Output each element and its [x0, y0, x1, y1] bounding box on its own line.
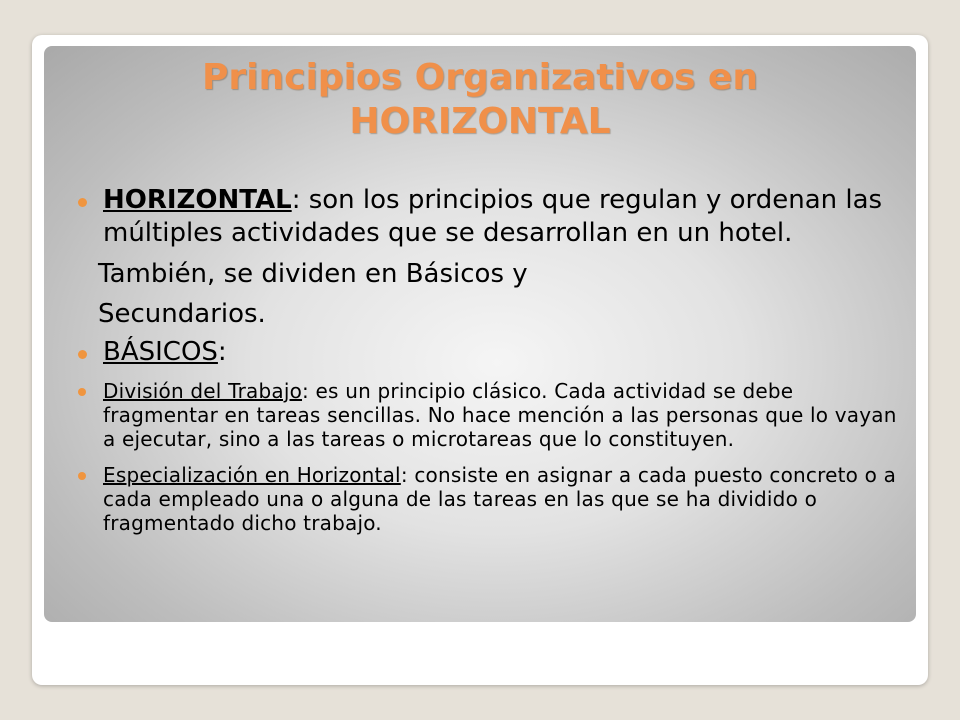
term-division-trabajo: División del Trabajo: [103, 379, 303, 403]
title-line-2: HORIZONTAL: [349, 101, 611, 142]
sub-bullet-division-trabajo: [78, 379, 908, 451]
term-especializacion: Especialización en Horizontal: [103, 463, 401, 487]
bullet-dot: [78, 472, 86, 480]
bullet-basicos: [78, 336, 908, 369]
separator: :: [400, 463, 408, 487]
term-basicos: BÁSICOS: [103, 337, 218, 367]
slide-body: [78, 184, 908, 535]
continuation-line-2: Secundarios.: [98, 299, 266, 329]
separator: :: [291, 185, 301, 215]
sub-bullet-especializacion-text: consiste en asignar a cada puesto concreto o a cada empleado una o alguna de las tareas en las que se ha dividido o fragmentado dicho trabajo.: [103, 463, 897, 535]
bullet-horizontal: [78, 184, 908, 250]
sub-bullet-division-text: es un principio clásico. Cada actividad se debe fragmentar en tareas sencillas. No hace mención a las personas que lo vayan a ejecutar, sino a las tareas o microtareas que lo constituyen.: [103, 379, 897, 451]
separator: :: [302, 379, 309, 403]
bullet-dot: [78, 198, 87, 207]
slide-title: [44, 56, 916, 144]
continuation-line-1: También, se dividen en Básicos y: [98, 259, 528, 289]
bullet-dot: [78, 350, 87, 359]
bullet-horizontal-text: son los principios que regulan y ordenan las múltiples actividades que se desarrollan en un hotel.: [103, 185, 883, 248]
term-horizontal: HORIZONTAL: [103, 185, 292, 215]
title-line-1: Principios Organizativos en: [202, 57, 758, 98]
bullet-dot: [78, 388, 86, 396]
sub-bullet-especializacion: [78, 463, 908, 535]
separator: :: [217, 337, 227, 367]
